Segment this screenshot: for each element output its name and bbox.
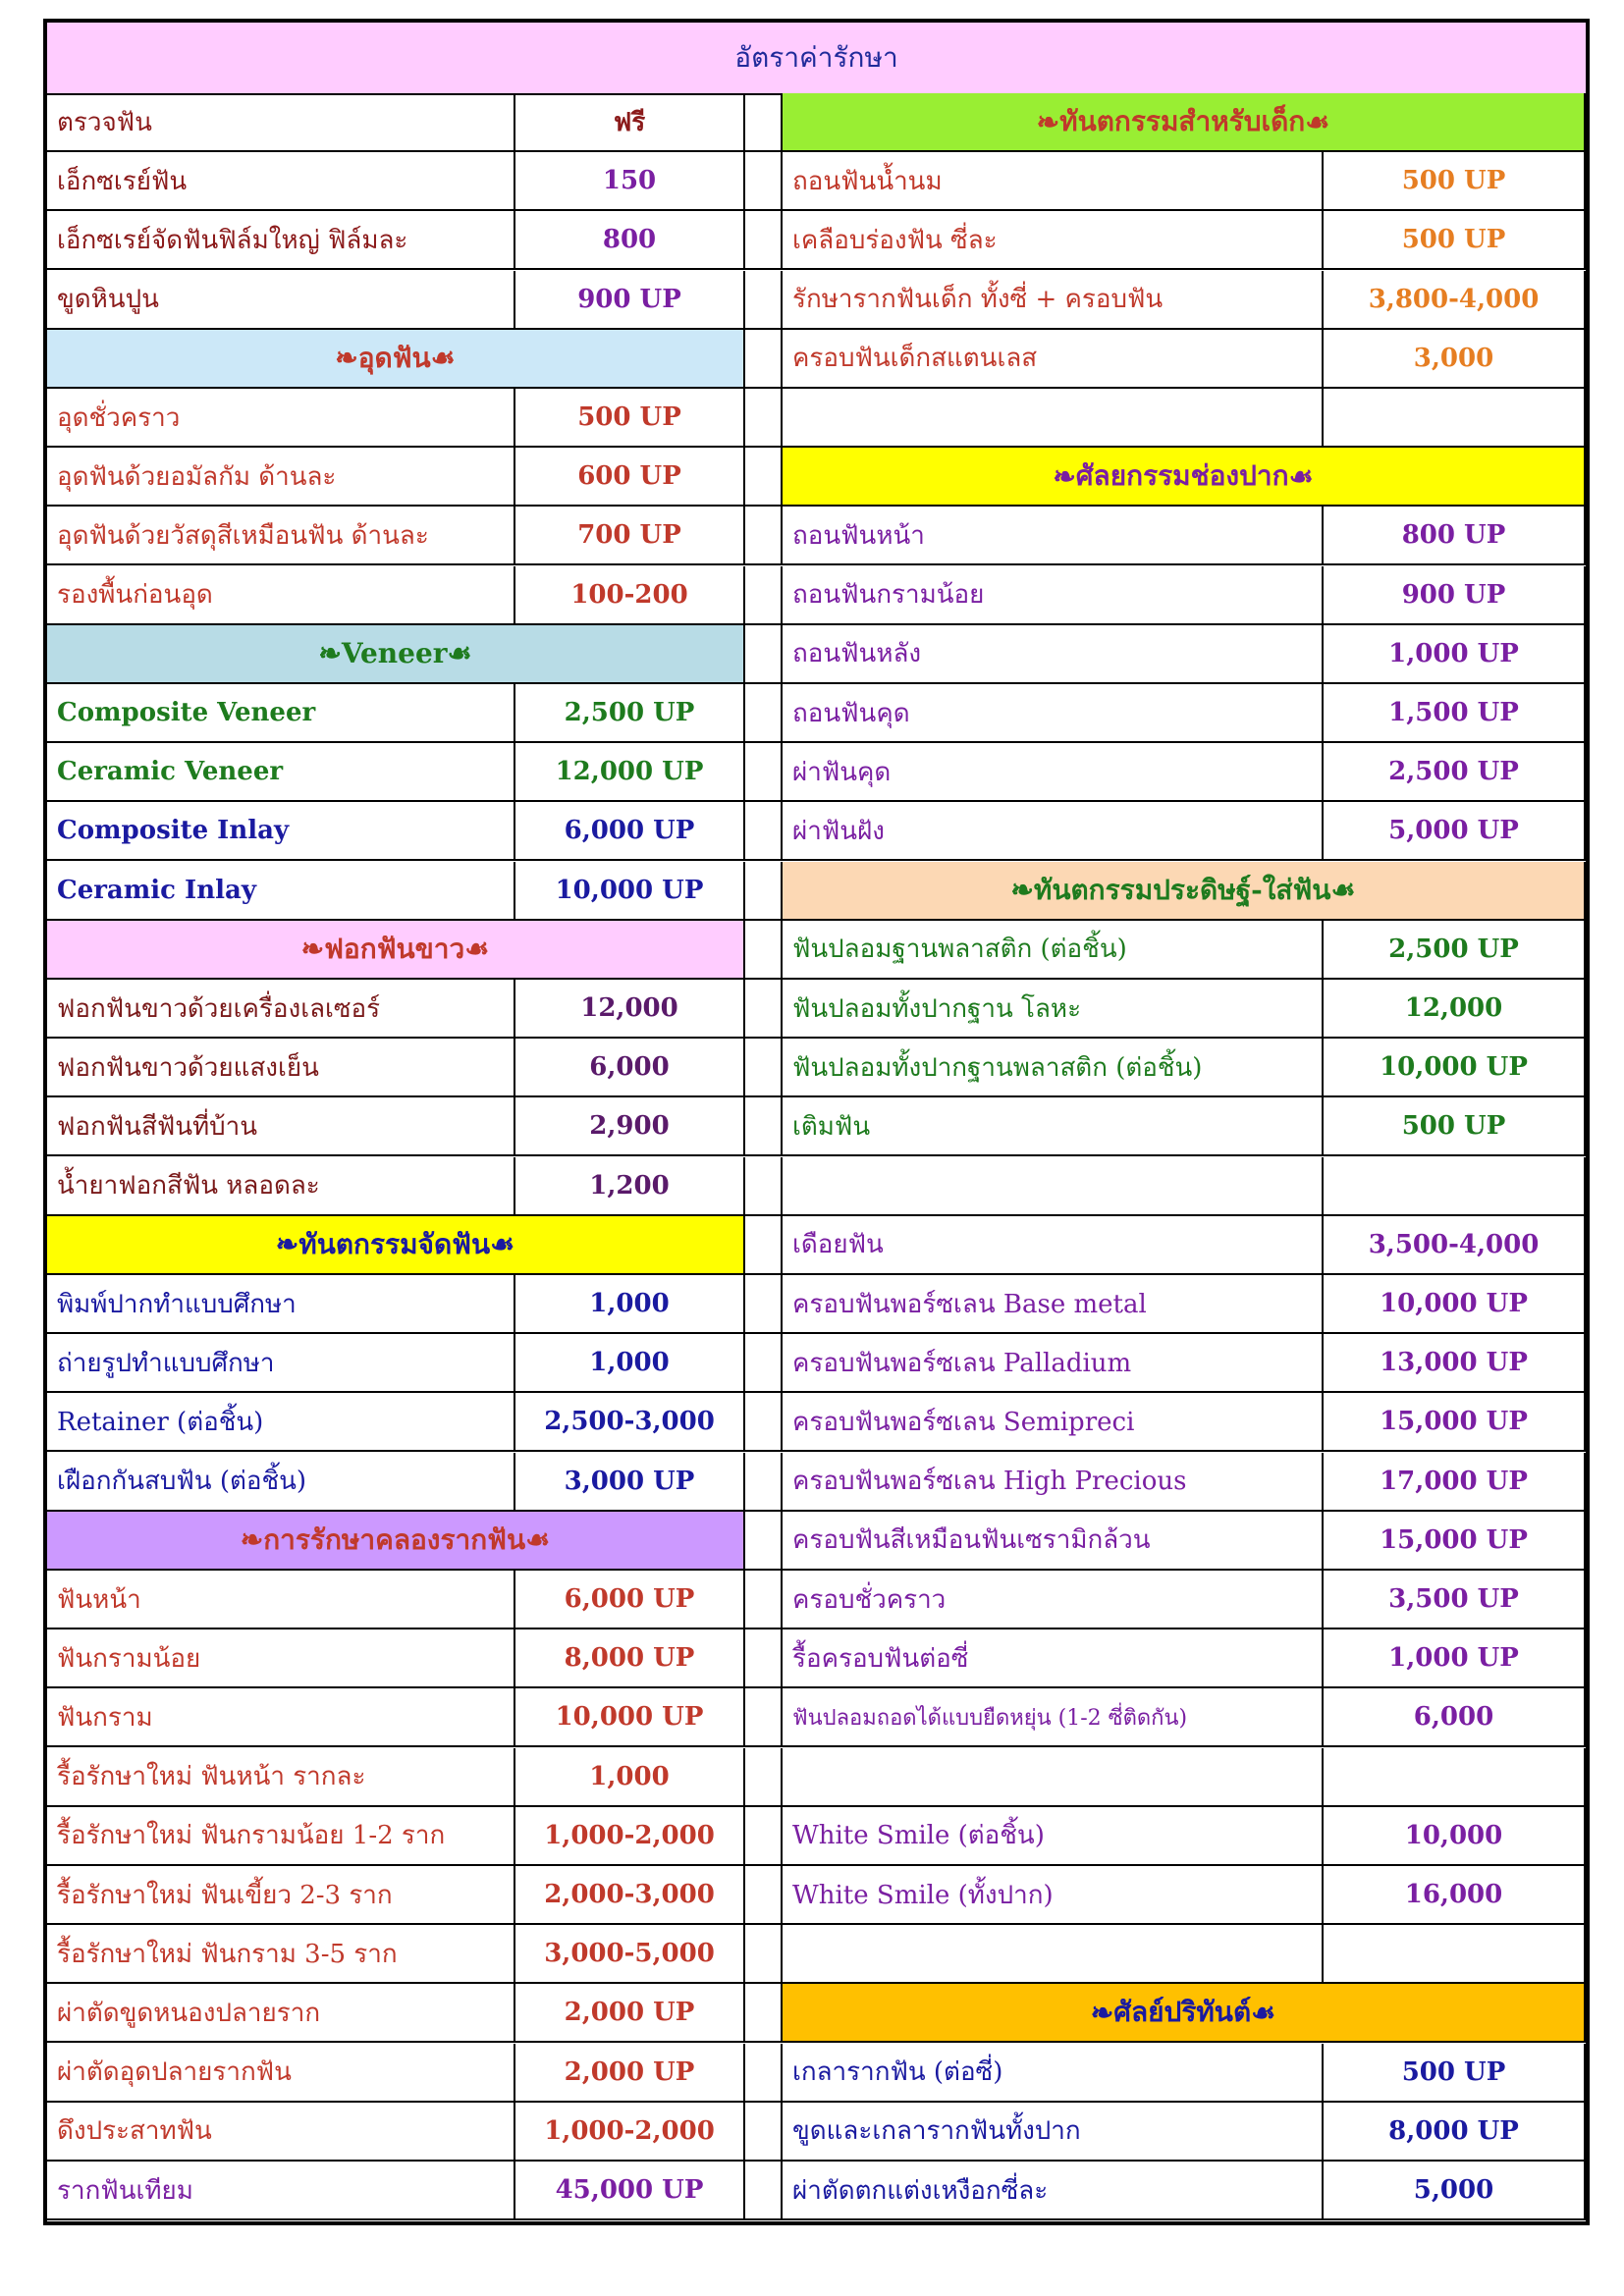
empty-cell [1324, 1748, 1586, 1807]
service-price: 2,500-3,000 [515, 1393, 745, 1452]
table-row [47, 1984, 1586, 2043]
spacer-cell [745, 802, 783, 861]
section-header-left [47, 1216, 745, 1275]
price-table [43, 19, 1590, 2225]
spacer-cell [745, 921, 783, 980]
service-label: ถอนฟันหลัง [783, 625, 1324, 684]
service-label: White Smile (ต่อชิ้น) [783, 1807, 1324, 1866]
section-header-left [47, 1512, 745, 1571]
section-title: ทันตกรรมสำหรับเด็ก [1059, 105, 1306, 137]
service-label: ตรวจฟัน [47, 93, 515, 152]
service-price: 800 UP [1324, 507, 1586, 565]
table-row [47, 743, 1586, 802]
service-price: 500 UP [1324, 152, 1586, 211]
service-label: เอ็กซเรย์จัดฟันฟิล์มใหญ่ ฟิล์มละ [47, 211, 515, 270]
spacer-cell [745, 1275, 783, 1334]
service-label: เคลือบร่องฟัน ซี่ละ [783, 211, 1324, 270]
table-row [47, 1748, 1586, 1807]
service-label: ฟันหน้า [47, 1571, 515, 1629]
service-price: 2,000-3,000 [515, 1866, 745, 1925]
service-label: ครอบฟันเด็กสแตนเลส [783, 330, 1324, 389]
service-price: 5,000 [1324, 2162, 1586, 2220]
ornament-icon: ❧ [1010, 874, 1034, 907]
service-label: ถอนฟันคุด [783, 684, 1324, 743]
table-row [47, 2103, 1586, 2162]
service-label: ฟันกราม [47, 1688, 515, 1747]
empty-cell [783, 389, 1324, 448]
spacer-cell [745, 1157, 783, 1216]
section-title: อุดฟัน [357, 341, 431, 374]
table-row [47, 1393, 1586, 1452]
table-row [47, 389, 1586, 448]
ornament-icon: ☙ [1305, 105, 1330, 138]
service-label: รองพื้นก่อนอุด [47, 566, 515, 625]
spacer-cell [745, 211, 783, 270]
service-price: 500 UP [1324, 2044, 1586, 2103]
spacer-cell [745, 566, 783, 625]
service-price: 700 UP [515, 507, 745, 565]
table-row [47, 2044, 1586, 2103]
spacer-cell [745, 1571, 783, 1629]
service-label: พิมพ์ปากทำแบบศึกษา [47, 1275, 515, 1334]
service-price: 3,500 UP [1324, 1571, 1586, 1629]
section-title: Veneer [341, 637, 448, 670]
table-row [47, 507, 1586, 565]
table-row [47, 980, 1586, 1039]
service-price: ฟรี [515, 93, 745, 152]
service-price: 800 [515, 211, 745, 270]
service-label: เกลารากฟัน (ต่อซี่) [783, 2044, 1324, 2103]
spacer-cell [745, 1216, 783, 1275]
section-title: ศัลยกรรมช่องปาก [1075, 459, 1289, 493]
service-label: ฟันปลอมทั้งปากฐานพลาสติก (ต่อชิ้น) [783, 1039, 1324, 1097]
section-title: ทันตกรรมประดิษฐ์-ใส่ฟัน [1033, 873, 1331, 906]
spacer-cell [745, 1688, 783, 1747]
service-price: 2,000 UP [515, 2044, 745, 2103]
service-price: 5,000 UP [1324, 802, 1586, 861]
service-price: 12,000 [1324, 980, 1586, 1039]
table-row [47, 1629, 1586, 1688]
spacer-cell [745, 2044, 783, 2103]
service-label: รื้อครอบฟันต่อซี่ [783, 1629, 1324, 1688]
service-label: ฟอกฟันสีฟันที่บ้าน [47, 1097, 515, 1156]
section-header-left [47, 921, 745, 980]
service-price: 12,000 [515, 980, 745, 1039]
empty-cell [783, 1748, 1324, 1807]
ornament-icon: ❧ [1090, 1996, 1114, 2029]
spacer-cell [745, 1039, 783, 1097]
service-price: 10,000 UP [1324, 1275, 1586, 1334]
table-row [47, 1097, 1586, 1156]
table-row [47, 93, 1586, 152]
service-price: 8,000 UP [1324, 2103, 1586, 2162]
table-row [47, 625, 1586, 684]
service-price: 3,000 UP [515, 1453, 745, 1512]
section-title: ฟอกฟันขาว [324, 932, 465, 965]
spacer-cell [745, 2162, 783, 2220]
service-label: ขูดและเกลารากฟันทั้งปาก [783, 2103, 1324, 2162]
table-row [47, 921, 1586, 980]
service-label: ครอบฟันสีเหมือนฟันเซรามิกล้วน [783, 1512, 1324, 1571]
service-price: 6,000 [515, 1039, 745, 1097]
table-row [47, 1039, 1586, 1097]
service-label: ฟอกฟันขาวด้วยเครื่องเลเซอร์ [47, 980, 515, 1039]
service-label: ถอนฟันหน้า [783, 507, 1324, 565]
spacer-cell [745, 1984, 783, 2043]
table-row [47, 1216, 1586, 1275]
spacer-cell [745, 1807, 783, 1866]
service-price: 45,000 UP [515, 2162, 745, 2220]
service-label: อุดฟันด้วยอมัลกัม ด้านละ [47, 448, 515, 507]
service-price: 3,000-5,000 [515, 1925, 745, 1984]
service-label: ครอบชั่วคราว [783, 1571, 1324, 1629]
service-price: 15,000 UP [1324, 1512, 1586, 1571]
service-label: เดือยฟัน [783, 1216, 1324, 1275]
service-price: 13,000 UP [1324, 1334, 1586, 1393]
ornament-icon: ☙ [490, 1228, 515, 1261]
service-label: ถ่ายรูปทำแบบศึกษา [47, 1334, 515, 1393]
service-label: ฟันปลอมฐานพลาสติก (ต่อชิ้น) [783, 921, 1324, 980]
table-row [47, 1571, 1586, 1629]
service-price: 10,000 UP [1324, 1039, 1586, 1097]
service-price: 2,000 UP [515, 1984, 745, 2043]
service-price: 1,000-2,000 [515, 1807, 745, 1866]
service-price: 12,000 UP [515, 743, 745, 802]
service-label: ผ่าตัดขูดหนองปลายราก [47, 1984, 515, 2043]
table-row [47, 1275, 1586, 1334]
section-header-right [783, 448, 1586, 507]
service-label: Ceramic Inlay [47, 862, 515, 921]
section-header-left [47, 330, 745, 389]
service-label: ฟันปลอมทั้งปากฐาน โลหะ [783, 980, 1324, 1039]
service-label: รักษารากฟันเด็ก ทั้งซี่ + ครอบฟัน [783, 271, 1324, 330]
service-label: ฟันปลอมถอดได้แบบยืดหยุ่น (1-2 ซี่ติดกัน) [783, 1688, 1324, 1747]
service-price: 3,500-4,000 [1324, 1216, 1586, 1275]
empty-cell [1324, 1925, 1586, 1984]
service-price: 2,900 [515, 1097, 745, 1156]
service-price: 3,000 [1324, 330, 1586, 389]
service-label: รื้อรักษาใหม่ ฟันกรามน้อย 1-2 ราก [47, 1807, 515, 1866]
price-grid [47, 93, 1586, 2221]
table-row [47, 2162, 1586, 2220]
spacer-cell [745, 1334, 783, 1393]
spacer-cell [745, 1748, 783, 1807]
section-title: ศัลย์ปริทันต์ [1113, 1996, 1252, 2029]
table-row [47, 448, 1586, 507]
service-price: 900 UP [1324, 566, 1586, 625]
ornament-icon: ❧ [1036, 105, 1060, 138]
service-label: อุดชั่วคราว [47, 389, 515, 448]
service-label: ผ่าตัดตกแต่งเหงือกซี่ละ [783, 2162, 1324, 2220]
service-price: 500 UP [1324, 211, 1586, 270]
ornament-icon: ☙ [1288, 459, 1314, 493]
service-label: ดึงประสาทฟัน [47, 2103, 515, 2162]
service-price: 600 UP [515, 448, 745, 507]
spacer-cell [745, 743, 783, 802]
service-price: 10,000 UP [515, 862, 745, 921]
spacer-cell [745, 507, 783, 565]
service-price: 1,000 UP [1324, 1629, 1586, 1688]
section-title: ทันตกรรมจัดฟัน [298, 1227, 491, 1260]
table-row [47, 1866, 1586, 1925]
service-label: White Smile (ทั้งปาก) [783, 1866, 1324, 1925]
table-row [47, 802, 1586, 861]
service-price: 10,000 [1324, 1807, 1586, 1866]
table-row [47, 566, 1586, 625]
empty-cell [1324, 1157, 1586, 1216]
spacer-cell [745, 93, 783, 152]
spacer-cell [745, 152, 783, 211]
service-label: ครอบฟันพอร์ซเลน Base metal [783, 1275, 1324, 1334]
empty-cell [783, 1925, 1324, 1984]
ornament-icon: ❧ [335, 342, 358, 375]
spacer-cell [745, 389, 783, 448]
ornament-icon: ☙ [1330, 874, 1356, 907]
spacer-cell [745, 1866, 783, 1925]
service-price: 500 UP [515, 389, 745, 448]
table-row [47, 1453, 1586, 1512]
service-price: 17,000 UP [1324, 1453, 1586, 1512]
service-price: 100-200 [515, 566, 745, 625]
ornament-icon: ❧ [318, 637, 342, 670]
section-title: การรักษาคลองรากฟัน [263, 1522, 526, 1556]
table-row [47, 152, 1586, 211]
service-price: 16,000 [1324, 1866, 1586, 1925]
table-row [47, 1807, 1586, 1866]
service-price: 500 UP [1324, 1097, 1586, 1156]
ornament-icon: ☙ [464, 933, 490, 966]
section-header-right [783, 93, 1586, 152]
service-label: ผ่าฟันคุด [783, 743, 1324, 802]
table-row [47, 271, 1586, 330]
empty-cell [1324, 389, 1586, 448]
page-title: อัตราค่ารักษา [47, 23, 1586, 95]
ornament-icon: ❧ [275, 1228, 299, 1261]
service-price: 8,000 UP [515, 1629, 745, 1688]
ornament-icon: ❧ [240, 1523, 264, 1557]
service-price: 1,500 UP [1324, 684, 1586, 743]
spacer-cell [745, 271, 783, 330]
service-price: 3,800-4,000 [1324, 271, 1586, 330]
service-label: ครอบฟันพอร์ซเลน High Precious [783, 1453, 1324, 1512]
service-label: Ceramic Veneer [47, 743, 515, 802]
service-price: 2,500 UP [515, 684, 745, 743]
service-label: Composite Inlay [47, 802, 515, 861]
service-label: ครอบฟันพอร์ซเลน Palladium [783, 1334, 1324, 1393]
service-price: 150 [515, 152, 745, 211]
service-price: 2,500 UP [1324, 921, 1586, 980]
service-label: Retainer (ต่อชิ้น) [47, 1393, 515, 1452]
spacer-cell [745, 1925, 783, 1984]
spacer-cell [745, 448, 783, 507]
spacer-cell [745, 330, 783, 389]
ornament-icon: ☙ [430, 342, 456, 375]
service-price: 1,000 UP [1324, 625, 1586, 684]
table-row [47, 684, 1586, 743]
service-price: 15,000 UP [1324, 1393, 1586, 1452]
service-label: ถอนฟันกรามน้อย [783, 566, 1324, 625]
service-price: 1,000 [515, 1334, 745, 1393]
service-label: อุดฟันด้วยวัสดุสีเหมือนฟัน ด้านละ [47, 507, 515, 565]
table-row [47, 1334, 1586, 1393]
service-price: 6,000 UP [515, 802, 745, 861]
table-row [47, 1512, 1586, 1571]
table-row [47, 1688, 1586, 1747]
service-price: 1,000 [515, 1275, 745, 1334]
spacer-cell [745, 684, 783, 743]
spacer-cell [745, 2103, 783, 2162]
ornament-icon: ❧ [1053, 459, 1076, 493]
service-label: ครอบฟันพอร์ซเลน Semipreci [783, 1393, 1324, 1452]
service-price: 2,500 UP [1324, 743, 1586, 802]
spacer-cell [745, 1393, 783, 1452]
service-label: ฟันกรามน้อย [47, 1629, 515, 1688]
empty-cell [783, 1157, 1324, 1216]
service-label: ผ่าฟันฝัง [783, 802, 1324, 861]
table-row [47, 862, 1586, 921]
spacer-cell [745, 1629, 783, 1688]
service-label: ฟอกฟันขาวด้วยแสงเย็น [47, 1039, 515, 1097]
table-row [47, 1157, 1586, 1216]
table-row [47, 211, 1586, 270]
service-price: 1,000 [515, 1748, 745, 1807]
service-label: รื้อรักษาใหม่ ฟันเขี้ยว 2-3 ราก [47, 1866, 515, 1925]
service-label: ถอนฟันน้ำนม [783, 152, 1324, 211]
service-label: ขูดหินปูน [47, 271, 515, 330]
section-header-right [783, 862, 1586, 921]
spacer-cell [745, 862, 783, 921]
service-price: 6,000 [1324, 1688, 1586, 1747]
service-label: รากฟันเทียม [47, 2162, 515, 2220]
service-label: ผ่าตัดอุดปลายรากฟัน [47, 2044, 515, 2103]
spacer-cell [745, 980, 783, 1039]
service-price: 900 UP [515, 271, 745, 330]
spacer-cell [745, 1097, 783, 1156]
service-price: 6,000 UP [515, 1571, 745, 1629]
service-price: 1,000-2,000 [515, 2103, 745, 2162]
spacer-cell [745, 1453, 783, 1512]
service-label: เติมฟัน [783, 1097, 1324, 1156]
service-label: เอ็กซเรย์ฟัน [47, 152, 515, 211]
section-header-left [47, 625, 745, 684]
ornament-icon: ❧ [300, 933, 325, 966]
service-label: น้ำยาฟอกสีฟัน หลอดละ [47, 1157, 515, 1216]
section-header-right [783, 1984, 1586, 2043]
service-price: 1,200 [515, 1157, 745, 1216]
ornament-icon: ☙ [447, 637, 472, 670]
service-label: เฝือกกันสบฟัน (ต่อชิ้น) [47, 1453, 515, 1512]
service-price: 10,000 UP [515, 1688, 745, 1747]
service-label: รื้อรักษาใหม่ ฟันหน้า รากละ [47, 1748, 515, 1807]
spacer-cell [745, 1512, 783, 1571]
table-row [47, 1925, 1586, 1984]
spacer-cell [745, 625, 783, 684]
table-row [47, 330, 1586, 389]
ornament-icon: ☙ [1251, 1996, 1276, 2029]
ornament-icon: ☙ [525, 1523, 551, 1557]
service-label: Composite Veneer [47, 684, 515, 743]
service-label: รื้อรักษาใหม่ ฟันกราม 3-5 ราก [47, 1925, 515, 1984]
